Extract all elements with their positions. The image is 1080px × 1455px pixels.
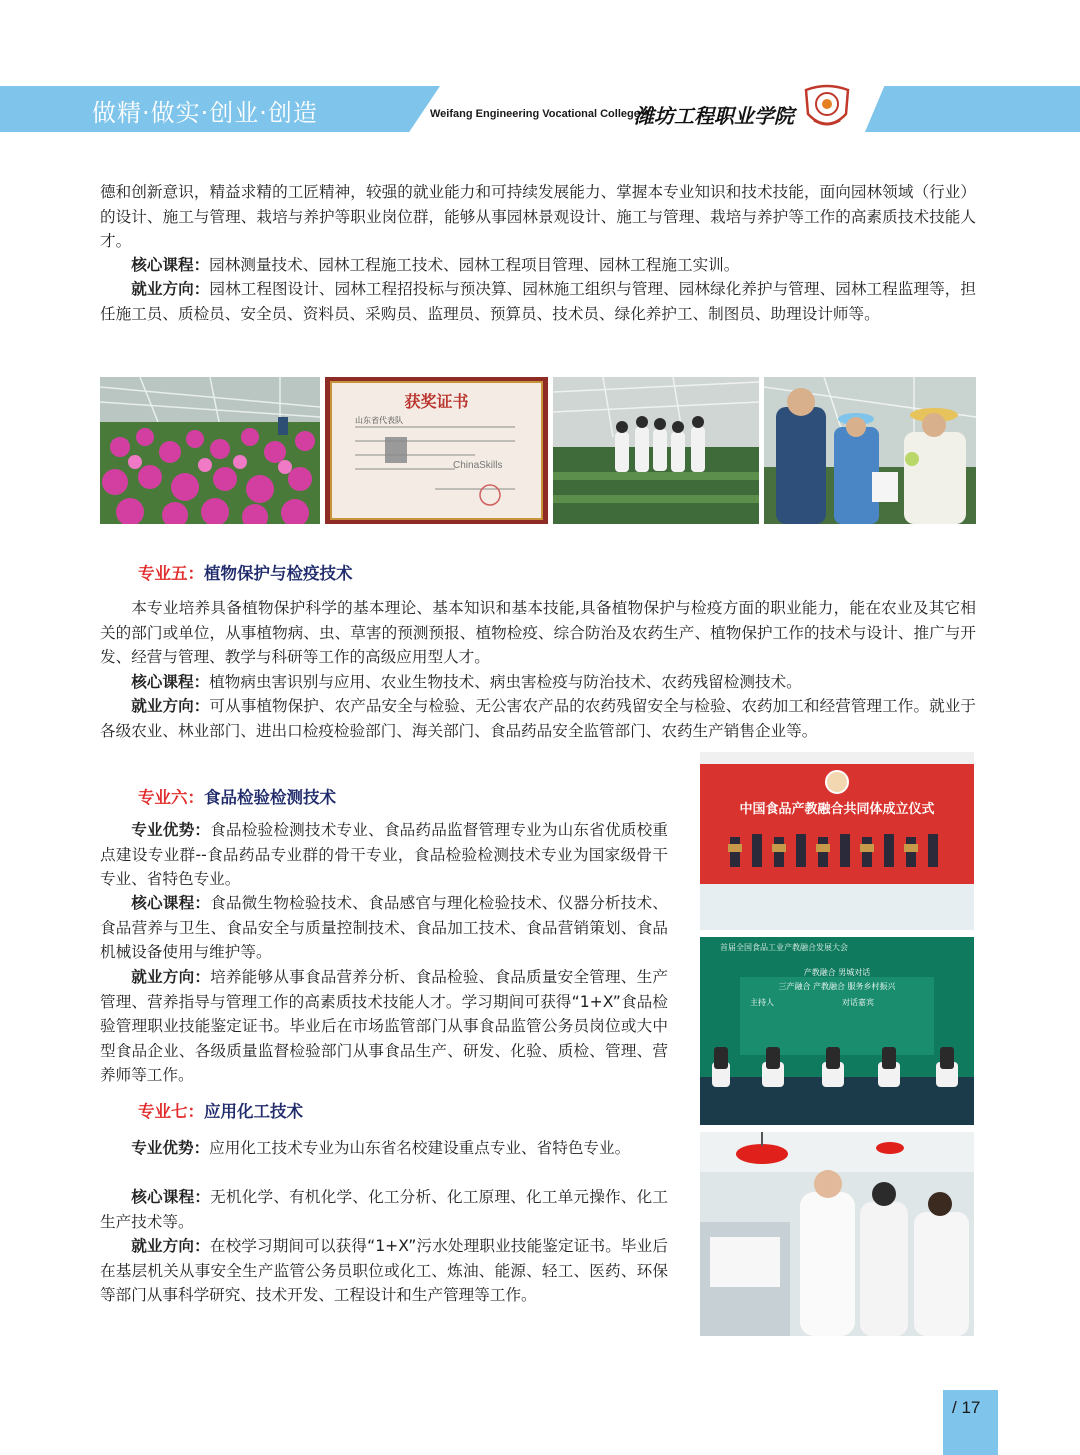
major6-adv-text: 食品检验检测技术专业、食品药品监督管理专业为山东省优质校重点建设专业群--食品药品专业群的骨干专业，食品检验检测技术专业为国家级骨干专业、省特色专业。 (100, 821, 668, 888)
forum-guests-label: 对话嘉宾 (842, 998, 874, 1007)
major5-core-courses (100, 670, 976, 695)
major5-job-text: 可从事植物保护、农产品安全与检验、无公害农产品的农药残留安全与检验、农药加工和经营管理工作。就业于各级农业、林业部门、进出口检疫检验部门、海关部门、食品药品安全监管部门、农药生产销售企业等。 (100, 697, 976, 740)
major5-name: 植物保护与检疫技术 (204, 564, 353, 583)
major5-core-text: 植物病虫害识别与应用、农业生物技术、病虫害检疫与防治技术、农药残留检测技术。 (209, 673, 802, 691)
garden-intro: 德和创新意识，精益求精的工匠精神，较强的就业能力和可持续发展能力、掌握本专业知识和技术技能，面向园林领域（行业）的设计、施工与管理、栽培与养护等职业岗位群，能够从事园林景观设计、施工与管理、栽培与养护等工作的高素质技术技能人才。 (100, 183, 976, 250)
farmers-greenhouse-photo (764, 377, 976, 524)
header-slogan: 做精·做实·创业·创造 (92, 99, 318, 127)
major5-prefix: 专业五： (138, 564, 204, 583)
major7-job-direction (100, 1234, 668, 1308)
major7-core-text: 无机化学、有机化学、化工分析、化工原理、化工单元操作、化工生产技术等。 (100, 1188, 668, 1231)
banner-right-stripe (865, 86, 1080, 132)
college-logo-icon (800, 84, 854, 132)
major7-job-label: 就业方向： (131, 1237, 210, 1255)
major7-core-courses (100, 1185, 668, 1234)
major7-adv-text: 应用化工技术专业为山东省名校建设重点专业、省特色专业。 (209, 1139, 631, 1157)
major6-core-text: 食品微生物检验技术、食品感官与理化检验技术、仪器分析技术、食品营养与卫生、食品安全与质量控制技术、食品加工技术、食品营销策划、食品机械设备使用与维护等。 (100, 894, 668, 961)
garden-core-text: 园林测量技术、园林工程施工技术、园林工程项目管理、园林工程施工实训。 (209, 256, 740, 274)
major7-core-label: 核心课程： (131, 1188, 211, 1206)
major5-intro: 本专业培养具备植物保护科学的基本理论、基本知识和基本技能,具备植物保护与检疫方面的职业能力，能在农业及其它相关的部门或单位，从事植物病、虫、草害的预测预报、植物检疫、综合防治及农药生产、植物保护工作的技术与设计、推广与开发、经营与管理、教学与科研等工作的高级应用型人才。 (100, 599, 976, 666)
greenhouse-students-photo (553, 377, 759, 524)
major6-job-direction (100, 965, 668, 1088)
major6-adv-label: 专业优势： (131, 821, 211, 839)
page-number: / 17 (952, 1398, 981, 1417)
forum-title: 首届全国食品工业产教融合发展大会 (720, 943, 848, 952)
garden-job-direction (100, 277, 976, 326)
forum-photo (700, 937, 974, 1125)
major6-heading (138, 784, 336, 808)
major7-name: 应用化工技术 (204, 1102, 303, 1121)
major6-prefix: 专业六： (138, 788, 204, 807)
college-name-cn: 潍坊工程职业学院 (634, 104, 794, 128)
major6-job-text: 培养能够从事食品营养分析、食品检验、食品质量安全管理、生产管理、营养指导与管理工作的高素质技术技能人才。学习期间可获得“1+X”食品检验管理职业技能鉴定证书。毕业后在市场监管部门从事食品监管公务员岗位或大中型食品企业、各级质量监督检验部门从事食品生产、研发、化验、质检、管理、营养师等工作。 (100, 968, 668, 1084)
ceremony-banner-text: 中国食品产教融合共同体成立仪式 (739, 802, 935, 817)
garden-core-courses (100, 253, 976, 278)
college-name-en: Weifang Engineering Vocational College (430, 108, 640, 120)
major6-advantage (100, 818, 668, 892)
major7-prefix: 专业七： (138, 1102, 204, 1121)
major7-advantage (100, 1136, 668, 1161)
forum-host-label: 主持人 (750, 998, 774, 1007)
major5-heading (138, 560, 353, 584)
ceremony-photo (700, 752, 974, 930)
orchid-greenhouse-photo (100, 377, 320, 524)
major7-adv-label: 专业优势： (131, 1139, 210, 1157)
major6-core-label: 核心课程： (131, 894, 211, 912)
garden-job-label: 就业方向： (131, 280, 210, 298)
chemistry-lab-photo (700, 1132, 974, 1336)
garden-core-label: 核心课程： (131, 256, 210, 274)
forum-subtitle-1: 产教融合 男城对话 (803, 968, 871, 977)
major6-name: 食品检验检测技术 (204, 788, 336, 807)
certificate-title: 获奖证书 (404, 392, 469, 411)
major6-job-label: 就业方向： (131, 968, 211, 986)
award-certificate-photo (325, 377, 548, 524)
certificate-brand: ChinaSkills (453, 460, 503, 471)
certificate-recipient: 山东省代表队 (355, 416, 403, 425)
major7-heading (138, 1098, 303, 1122)
major5-job-direction (100, 694, 976, 743)
major5-job-label: 就业方向： (131, 697, 210, 715)
garden-job-text: 园林工程图设计、园林工程招投标与预决算、园林施工组织与管理、园林绿化养护与管理、园林工程监理等，担任施工员、质检员、安全员、资料员、采购员、监理员、预算员、技术员、绿化养护工、制图员、助理设计师等。 (100, 280, 976, 323)
major7-job-text: 在校学习期间可以获得“1+X”污水处理职业技能鉴定证书。毕业后在基层机关从事安全生产监管公务员职位或化工、炼油、能源、轻工、医药、环保等部门从事科学研究、技术开发、工程设计和生产管理等工作。 (100, 1237, 668, 1304)
forum-subtitle-2: 三产融合 产教融合 服务乡村振兴 (778, 982, 896, 991)
major5-core-label: 核心课程： (131, 673, 210, 691)
major6-core-courses (100, 891, 668, 965)
